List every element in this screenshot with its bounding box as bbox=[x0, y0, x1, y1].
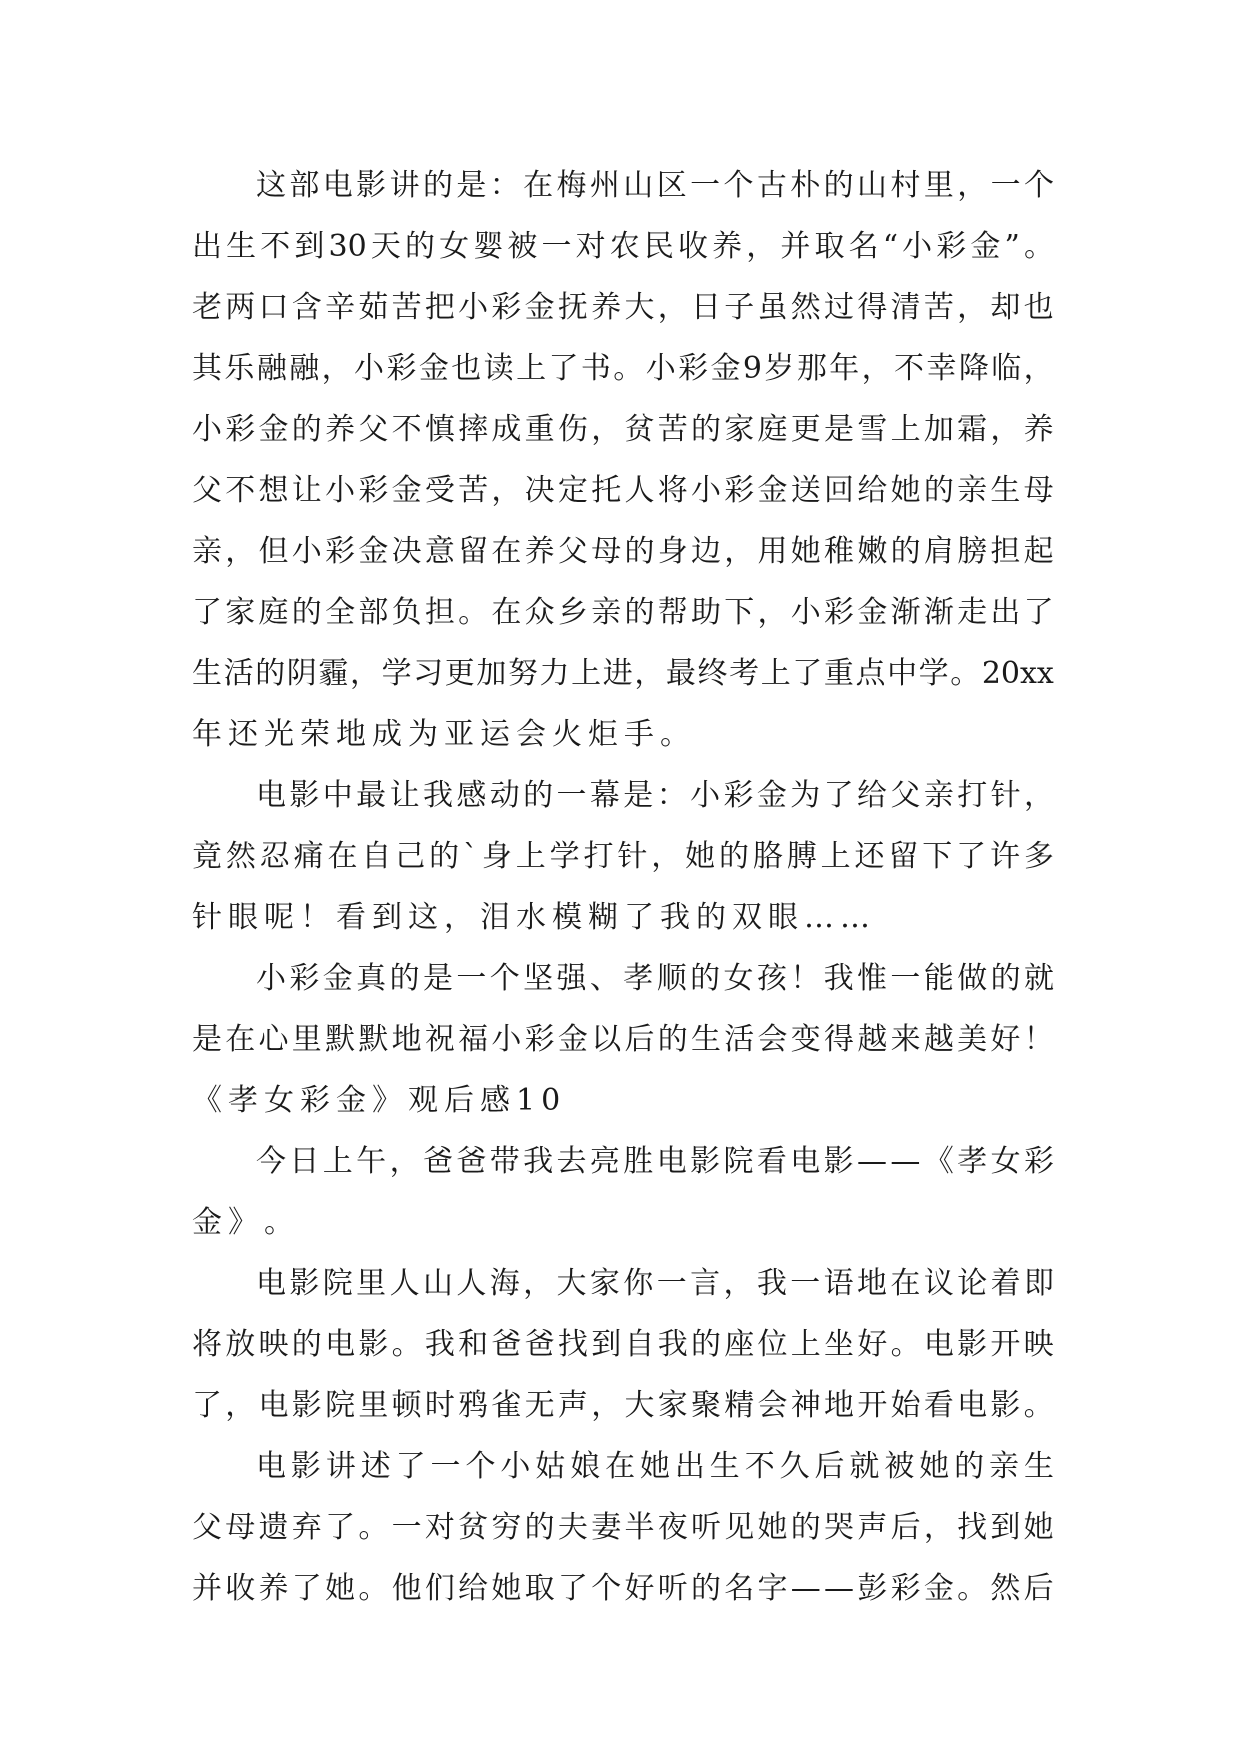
text-line: 了 ， 电 影 院 里 顿 时 鸦 雀 无 声 ， 大 家 聚 精 会 神 地 开 始 看 电 影 。 bbox=[192, 1388, 1054, 1423]
text-line: 并 收 养 了 她 。 他 们 给 她 取 了 个 好 听 的 名 字 — — 彭 彩 金 。 然 后 bbox=[192, 1571, 1054, 1606]
text-line: 父 不 想 让 小 彩 金 受 苦 ， 决 定 托 人 将 小 彩 金 送 回 给 她 的 亲 生 母 bbox=[192, 473, 1054, 508]
text-line: 竟 然 忍 痛 在 自 己 的 ` 身 上 学 打 针 ， 她 的 胳 膊 上 还 留 下 了 许 多 bbox=[192, 839, 1054, 874]
document-body bbox=[192, 155, 1054, 1619]
text-line: 这 部 电 影 讲 的 是 ： 在 梅 州 山 区 一 个 古 朴 的 山 村 里 ， 一 个 bbox=[256, 168, 1054, 203]
text-line: 小 彩 金 真 的 是 一 个 坚 强 、 孝 顺 的 女 孩 ！ 我 惟 一 能 做 的 就 bbox=[256, 961, 1054, 996]
text-line: 针 眼 呢 ！ 看 到 这 ， 泪 水 模 糊 了 我 的 双 眼 … … bbox=[192, 900, 876, 935]
text-line: 亲 ， 但 小 彩 金 决 意 留 在 养 父 母 的 身 边 ， 用 她 稚 嫩 的 肩 膀 担 起 bbox=[192, 534, 1054, 569]
text-line: 其 乐 融 融 ， 小 彩 金 也 读 上 了 书 。 小 彩 金 9 岁 那 年 ， 不 幸 降 临 ， bbox=[192, 351, 1054, 386]
text-line: 出 生 不 到 30 天 的 女 婴 被 一 对 农 民 收 养 ， 并 取 名 “ 小 彩 金 ” 。 bbox=[192, 229, 1054, 264]
text-line: 父 母 遗 弃 了 。 一 对 贫 穷 的 夫 妻 半 夜 听 见 她 的 哭 声 后 ， 找 到 她 bbox=[192, 1510, 1054, 1545]
text-line: 电 影 中 最 让 我 感 动 的 一 幕 是 ： 小 彩 金 为 了 给 父 亲 打 针 ， bbox=[256, 778, 1054, 813]
text-line: 是 在 心 里 默 默 地 祝 福 小 彩 金 以 后 的 生 活 会 变 得 越 来 越 美 好 ！ bbox=[192, 1022, 1054, 1057]
text-line: 了 家 庭 的 全 部 负 担 。 在 众 乡 亲 的 帮 助 下 ， 小 彩 金 渐 渐 走 出 了 bbox=[192, 595, 1054, 630]
text-line: 年 还 光 荣 地 成 为 亚 运 会 火 炬 手 。 bbox=[192, 717, 696, 752]
text-line: 小 彩 金 的 养 父 不 慎 摔 成 重 伤 ， 贫 苦 的 家 庭 更 是 雪 上 加 霜 ， 养 bbox=[192, 412, 1054, 447]
text-line: 电 影 院 里 人 山 人 海 ， 大 家 你 一 言 ， 我 一 语 地 在 议 论 着 即 bbox=[256, 1266, 1054, 1301]
text-line: 今 日 上 午 ， 爸 爸 带 我 去 亮 胜 电 影 院 看 电 影 — — 《 孝 女 彩 bbox=[256, 1144, 1054, 1179]
text-line: 《 孝 女 彩 金 》 观 后 感 10 bbox=[192, 1083, 567, 1118]
text-line: 电 影 讲 述 了 一 个 小 姑 娘 在 她 出 生 不 久 后 就 被 她 的 亲 生 bbox=[256, 1449, 1054, 1484]
text-line: 生 活 的 阴 霾 ， 学 习 更 加 努 力 上 进 ， 最 终 考 上 了 重 点 中 学 。 20xx bbox=[192, 656, 1054, 691]
text-line: 将 放 映 的 电 影 。 我 和 爸 爸 找 到 自 我 的 座 位 上 坐 好 。 电 影 开 映 bbox=[192, 1327, 1054, 1362]
text-line: 金 》 。 bbox=[192, 1205, 300, 1240]
text-line: 老 两 口 含 辛 茹 苦 把 小 彩 金 抚 养 大 ， 日 子 虽 然 过 得 清 苦 ， 却 也 bbox=[192, 290, 1054, 325]
